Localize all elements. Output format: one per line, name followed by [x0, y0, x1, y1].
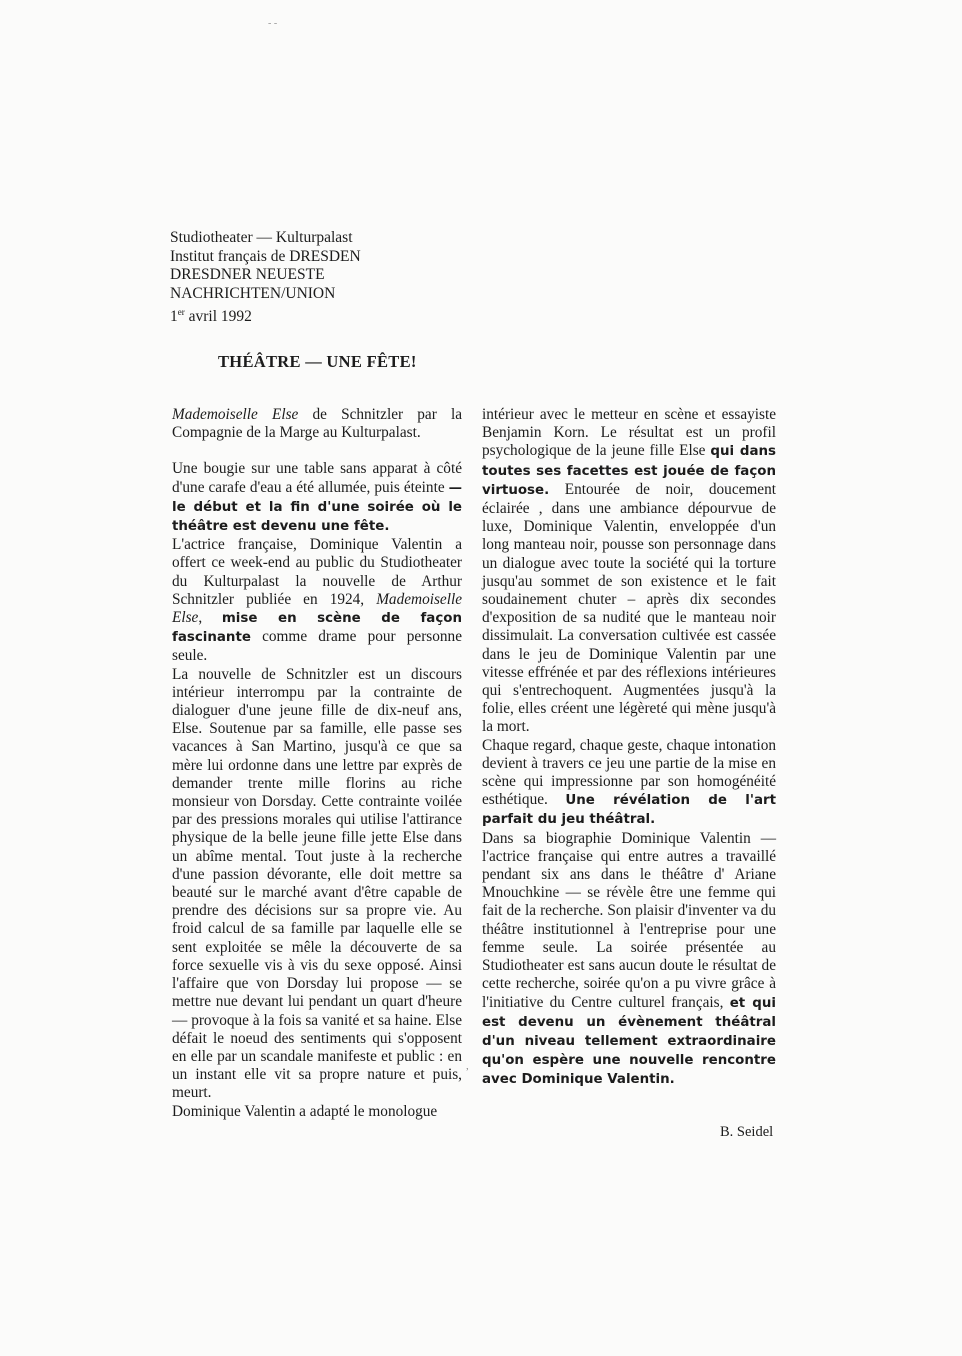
paragraph-bold: — le début et la fin d'une soirée où le théâtre est devenu une fête.	[172, 480, 462, 535]
paragraph: Dominique Valentin a adapté le monologue	[172, 1102, 438, 1120]
paragraph-text: Dans sa biographie Dominique Valentin — l'actrice française qui entre autres a travaillé pendant six ans dans le théâtre d' Ariane Mnouchkine — se révèle être une femme qui fait de la recherche. Son plaisir d'inventer va du théâtre institutionnel à l'entreprise pour une femme seule. La soirée présentée au Studiotheater est sans aucun doute le résultat de cette recherche, soirée qu'on a pu vivre grâce à l'initiative du Centre culturel français,	[482, 829, 776, 1011]
intro-italic: Mademoiselle Else	[172, 406, 299, 423]
header-line: Institut français de DRESDEN	[170, 247, 361, 265]
paragraph-text: Entourée de noir, doucement éclairée , dans une ambiance dépourvue de luxe, Dominique Valentin, enveloppée d'un long manteau noir, pousse son personnage dans un dialogue avec toute la société qui la torture jusqu'au sommet de son existence et le fait soudainement chuter – après dix secondes d'exposition de sa nudité que le manteau noir dissimulait. La conversation cultivée est cassée dans le jeu de Dominique Valentin par une vitesse effrénée et par des réflexions intérieures qui s'entrechoquent. Augmentées jusqu'à la folie, elles créent une légèreté qui mène jusqu'à la mort.	[482, 480, 776, 736]
paragraph-text: Une bougie sur une table sans apparat à côté d'une carafe d'eau a été allumée, puis éteinte	[172, 460, 462, 496]
header-line: NACHRICHTEN/UNION	[170, 284, 336, 302]
paragraph-text: intérieur avec le metteur en scène et essayiste Benjamin Korn. Le résultat est un profil psychologique de la jeune fille Else	[482, 406, 776, 460]
scan-mark: ,	[466, 1060, 469, 1072]
intro-paragraph	[172, 406, 462, 442]
paragraph-text: L'actrice française, Dominique Valentin a offert ce week-end au public du Studiotheater du Kulturpalast la nouvelle de Arthur Schnitzler publiée en 1924,	[172, 536, 462, 608]
left-column	[172, 406, 462, 1121]
scan-mark: - -	[268, 18, 278, 29]
paragraph-bold: qui dans toutes ses facettes est jouée de façon virtuose.	[482, 444, 776, 498]
paragraph	[482, 830, 776, 1090]
paragraph	[172, 536, 462, 665]
source-header	[170, 229, 361, 327]
article-title: THÉÂTRE — UNE FÊTE!	[218, 352, 417, 371]
paragraph-text: comme drame pour personne seule.	[172, 628, 462, 665]
paragraph	[482, 406, 776, 737]
date-day: 1	[170, 308, 178, 326]
paragraph	[172, 460, 462, 536]
header-line: Studiotheater — Kulturpalast	[170, 229, 353, 246]
paragraph-bold: Une révélation de l'art parfait du jeu théâtral.	[482, 793, 777, 828]
intro-text: de Schnitzler par la Compagnie de la Marge au Kulturpalast.	[172, 406, 462, 442]
header-date	[170, 303, 361, 327]
paragraph	[482, 737, 776, 830]
author-signature: B. Seidel	[720, 1124, 774, 1140]
paragraph: La nouvelle de Schnitzler est un discours intérieur interrompu par la contrainte de dialoguer d'une jeune fille de dix-neuf ans, Else. Soutenue par sa famille, elle passe ses vacances à San Martino, jusqu'à ce que sa mère lui ordonne dans une lettre par exprès de demander trente mille florins au riche monsieur von Dorsday. Cette contrainte voilée par des pressions morales qui utilise l'attirance physique de la belle jeune fille jette Else dans un abîme mental. Tout juste à la recherche d'une passion dévorante, elle doit mettre sa beauté sur le marché avant d'être capable de prendre des décisions sur sa propre vie. Au froid calcul de sa famille par laquelle elle se sent exploitée se mêle la découverte de sa force sexuelle vis à vis du sexe opposé. Ainsi l'affaire que von Dorsday lui propose — se mettre nue devant lui pendant un quart d'heure — provoque à la fois sa vanité et sa haine. Else défait le noeud des sentiments qui s'opposent en elle par un scandale manifeste et public : en un instant elle vit sa propre nature et puis, meurt.	[172, 665, 462, 1102]
date-rest: avril 1992	[184, 308, 252, 326]
right-column	[482, 406, 776, 1090]
paragraph-bold: et qui est devenu un évènement théâtral d'un niveau tellement extraordinaire qu'on espère une nouvelle rencontre avec Dominique Valentin.	[482, 995, 776, 1088]
paragraph-text: ,	[198, 609, 222, 627]
paragraph-bold: mise en scène de façon fascinante	[172, 611, 462, 646]
date-superscript: er	[177, 307, 185, 317]
paragraph-italic: Mademoiselle Else	[172, 590, 462, 627]
paragraph-text: Chaque regard, chaque geste, chaque intonation devient à travers ce jeu une partie de la mise en scène qui impressionne par son homogénéité esthétique.	[482, 736, 776, 809]
header-line: DRESDNER NEUESTE	[170, 266, 325, 283]
